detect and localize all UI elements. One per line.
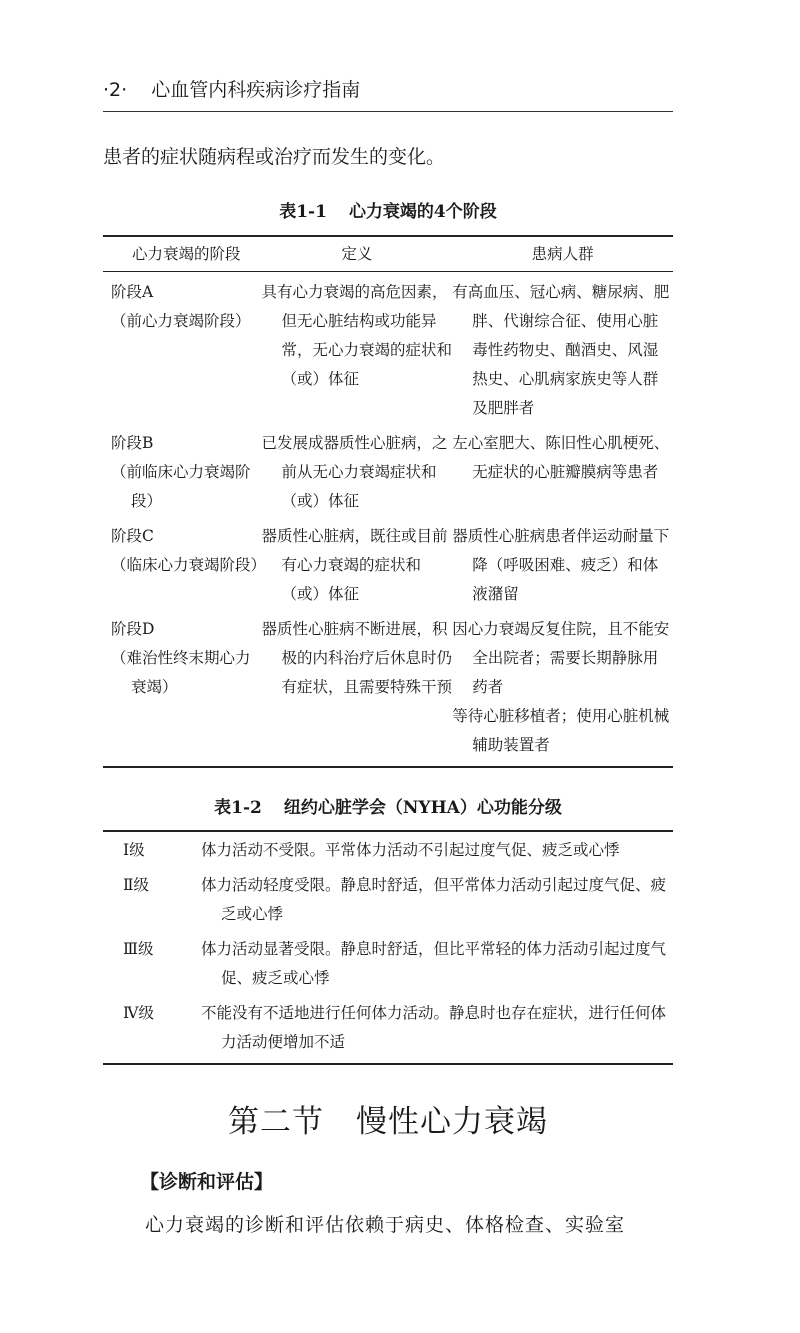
- table-row: [103, 999, 673, 1064]
- stage-note: （前心力衰竭阶段）: [111, 312, 251, 330]
- stage-name: 阶段D: [111, 620, 155, 638]
- stage-cell: [103, 615, 262, 767]
- population-cell: 左心室肥大、陈旧性心肌梗死、无症状的心脏瓣膜病等患者: [452, 434, 670, 481]
- grade-description: 体力活动轻度受限。静息时舒适，但平常体力活动引起过度气促、疲乏或心悸: [201, 876, 667, 923]
- stage-cell: [103, 272, 262, 430]
- stage-note: （临床心力衰竭阶段）: [111, 556, 267, 574]
- grade-cell: Ⅲ级: [123, 940, 154, 958]
- table2-caption: [103, 795, 673, 821]
- table-row: [103, 522, 673, 615]
- running-header: [103, 76, 673, 104]
- table1-col-stage: 心力衰竭的阶段: [103, 236, 262, 272]
- table1-header-row: [103, 236, 673, 272]
- table-row: [103, 429, 673, 522]
- table1-col-definition: 定义: [262, 236, 453, 272]
- table1-caption-title: 心力衰竭的4个阶段: [348, 202, 497, 222]
- grade-description: 不能没有不适地进行任何体力活动。静息时也存在症状，进行任何体力活动便增加不适: [201, 1004, 667, 1051]
- grade-description: 体力活动不受限。平常体力活动不引起过度气促、疲乏或心悸: [201, 841, 620, 859]
- table2-caption-title: 纽约心脏学会（NYHA）心功能分级: [283, 798, 562, 818]
- population-cell-extra: 等待心脏移植者；使用心脏机械辅助装置者: [452, 707, 670, 754]
- section-body-text: 心力衰竭的诊断和评估依赖于病史、体格检查、实验室: [145, 1214, 626, 1236]
- stage-name: 阶段B: [111, 434, 154, 452]
- table1-caption-number: 表1-1: [279, 202, 327, 222]
- page-number: ·2·: [103, 79, 128, 101]
- header-divider: [103, 111, 673, 112]
- definition-cell: 已发展成器质性心脏病，之前从无心力衰竭症状和（或）体征: [261, 434, 448, 510]
- heart-failure-stages-table: [103, 235, 673, 768]
- stage-name: 阶段A: [111, 283, 154, 301]
- definition-cell: 器质性心脏病，既往或目前有心力衰竭的症状和（或）体征: [261, 527, 448, 603]
- grade-description: 体力活动显著受限。静息时舒适，但比平常轻的体力活动引起过度气促、疲乏或心悸: [201, 940, 667, 987]
- intro-paragraph: 患者的症状随病程或治疗而发生的变化。: [103, 146, 446, 168]
- grade-cell: Ⅰ级: [123, 841, 145, 859]
- grade-cell: Ⅱ级: [123, 876, 150, 894]
- population-cell: 器质性心脏病患者伴运动耐量下降（呼吸困难、疲乏）和体液潴留: [452, 527, 670, 603]
- stage-name: 阶段C: [111, 527, 154, 545]
- table-row: [103, 831, 673, 871]
- table-row: [103, 935, 673, 999]
- definition-cell: 器质性心脏病不断进展，积极的内科治疗后休息时仍有症状，且需要特殊干预: [261, 620, 453, 696]
- section-title: 第二节 慢性心力衰竭: [228, 1104, 548, 1140]
- nyha-classification-table: [103, 830, 673, 1065]
- population-cell: 因心力衰竭反复住院，且不能安全出院者；需要长期静脉用药者: [452, 620, 670, 696]
- stage-note: （前临床心力衰竭阶段）: [111, 463, 251, 510]
- table-row: [103, 871, 673, 935]
- table-row: [103, 615, 673, 767]
- stage-cell: [103, 429, 262, 522]
- grade-cell: Ⅳ级: [123, 1004, 154, 1022]
- table1-col-population: 患病人群: [452, 236, 673, 272]
- table2-caption-number: 表1-2: [214, 798, 262, 818]
- table1-caption: [103, 199, 673, 225]
- population-cell: 有高血压、冠心病、糖尿病、肥胖、代谢综合征、使用心脏毒性药物史、酗酒史、风湿热史、心肌病家族史等人群及肥胖者: [452, 283, 670, 417]
- section-subheading: 【诊断和评估】: [140, 1171, 274, 1193]
- table-row: [103, 272, 673, 430]
- book-title: 心血管内科疾病诊疗指南: [151, 79, 361, 101]
- definition-cell: 具有心力衰竭的高危因素，但无心脏结构或功能异常，无心力衰竭的症状和（或）体征: [261, 283, 453, 388]
- stage-note: （难治性终末期心力衰竭）: [111, 649, 251, 696]
- stage-cell: [103, 522, 267, 615]
